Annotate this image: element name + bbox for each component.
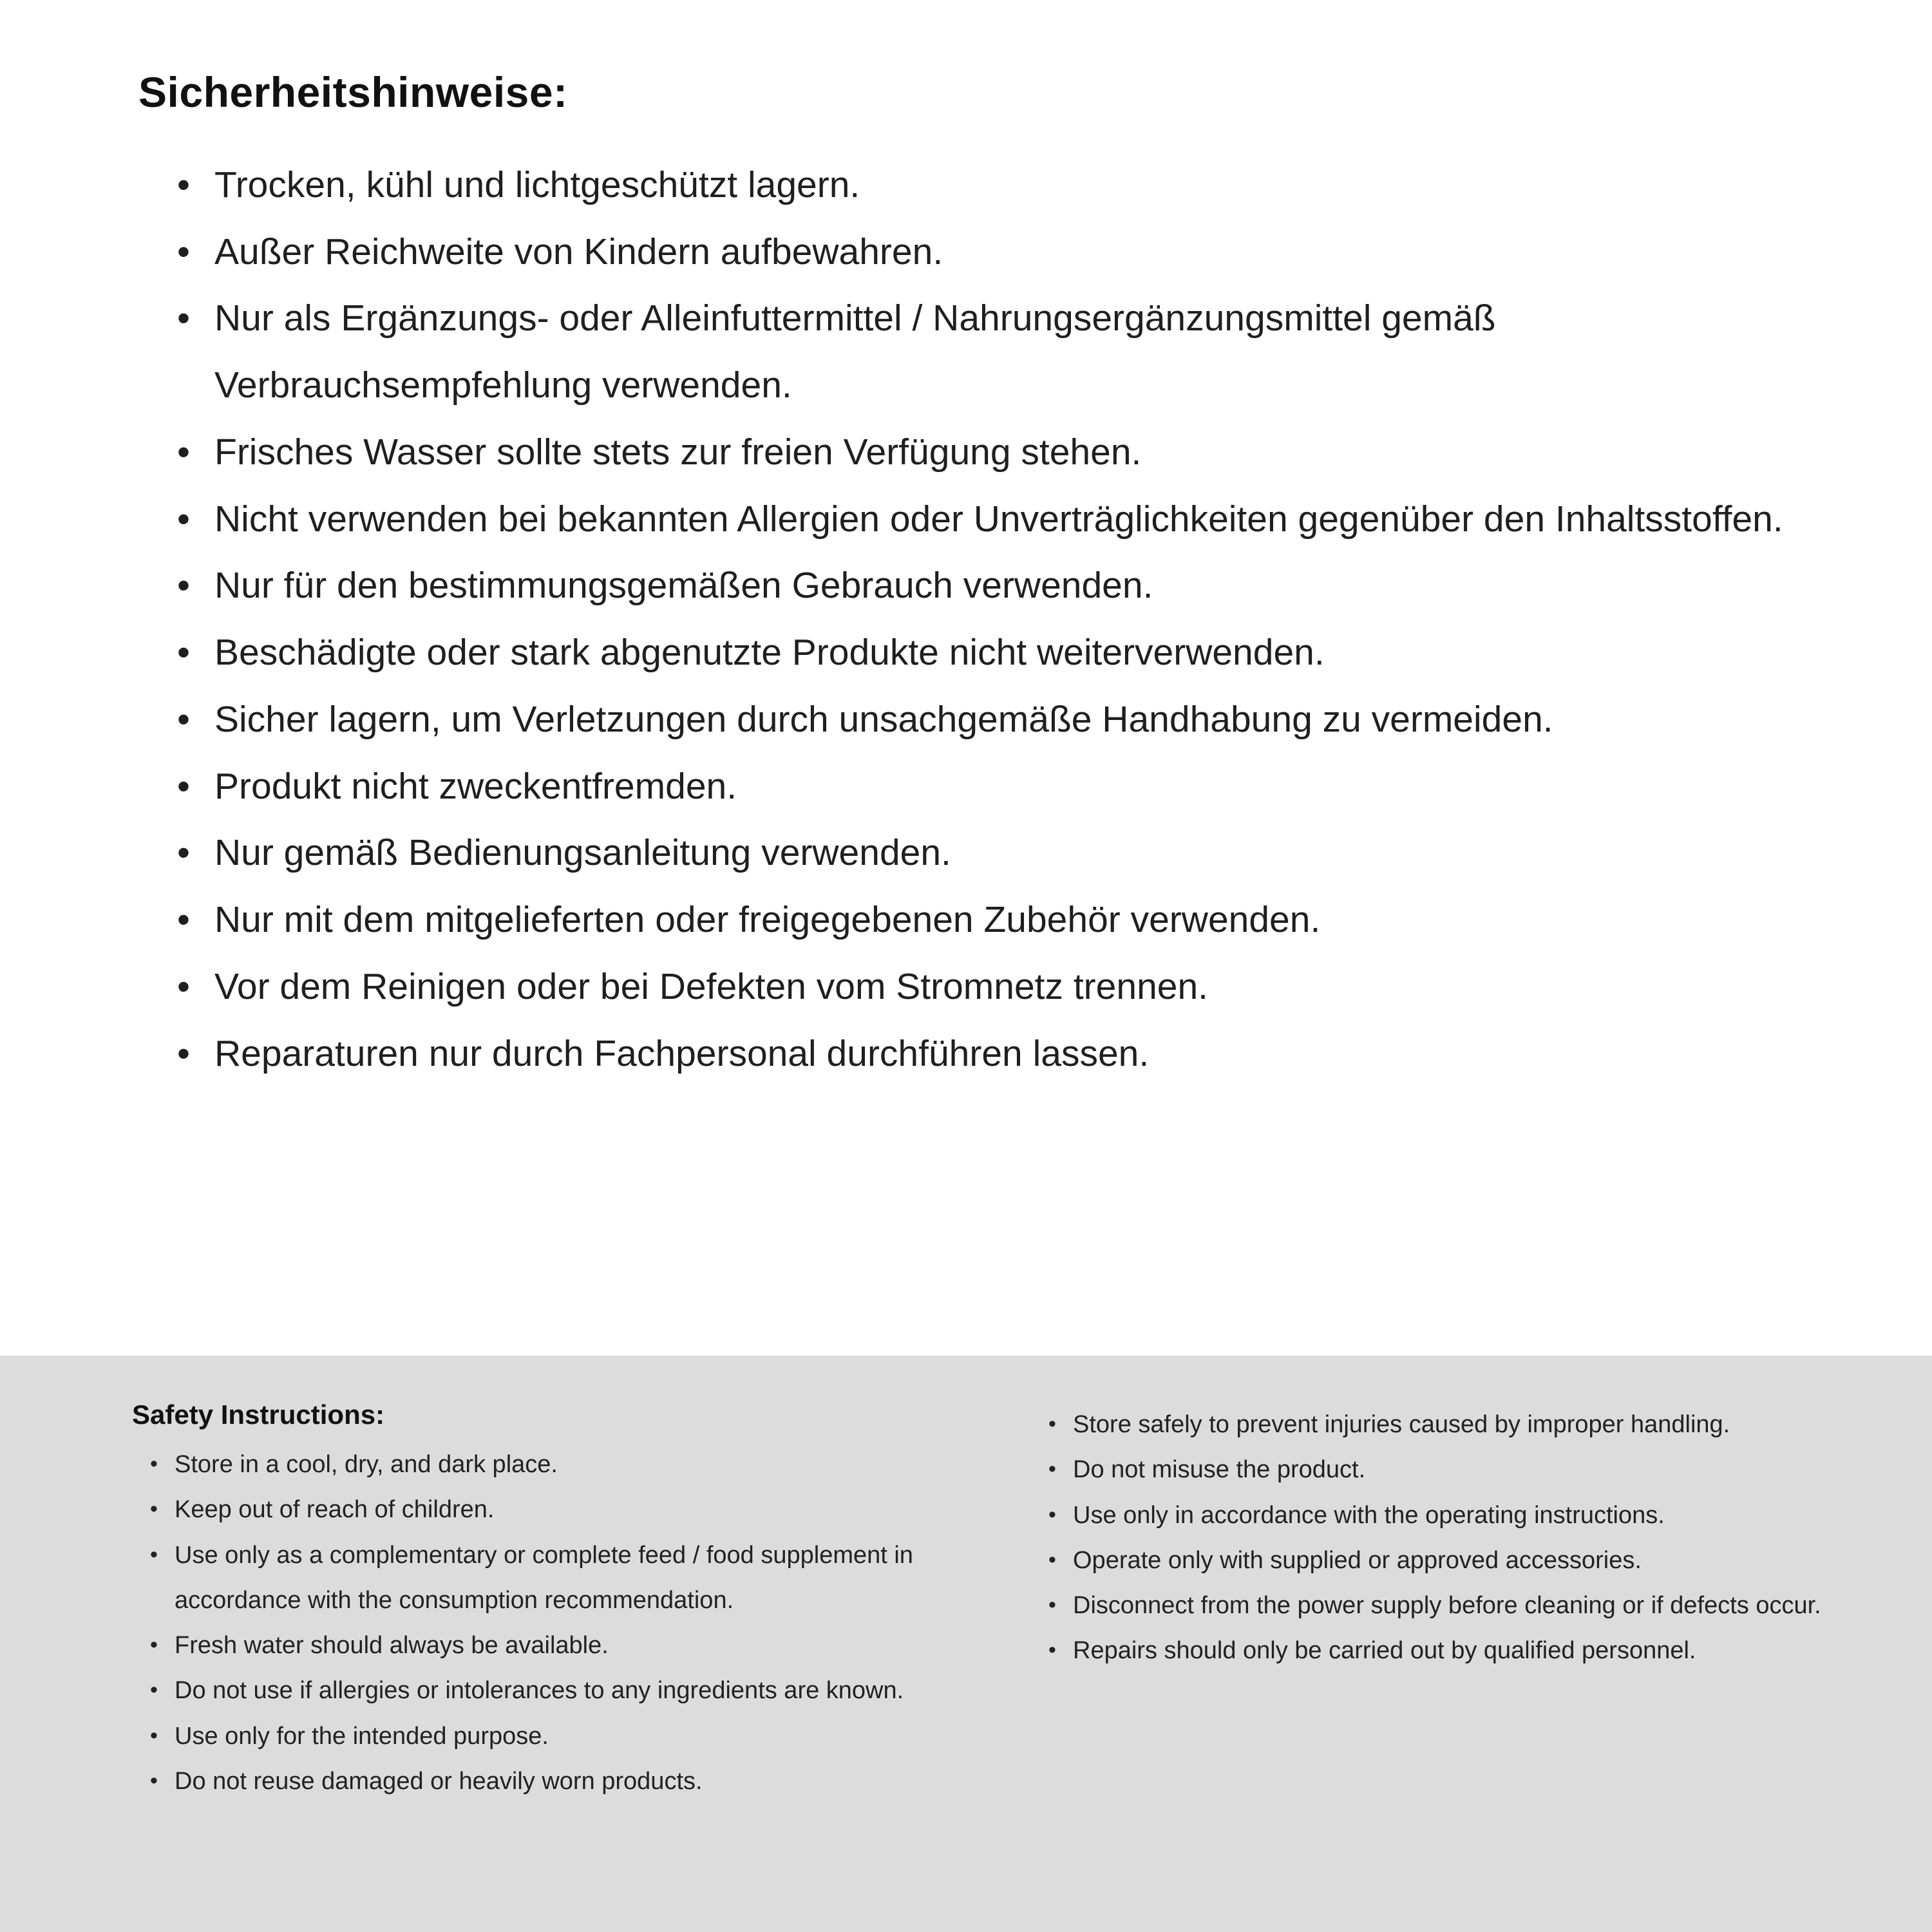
english-section-title: Safety Instructions:	[132, 1399, 385, 1430]
list-item: • Store safely to prevent injuries caused by improper handling.	[1043, 1402, 1848, 1447]
list-item: • Frisches Wasser sollte stets zur freien Verfügung stehen.	[177, 419, 1803, 486]
list-item: • Do not use if allergies or intolerances to any ingredients are known.	[145, 1668, 1014, 1713]
german-section-title: Sicherheitshinweise:	[138, 68, 568, 116]
list-item: • Vor dem Reinigen oder bei Defekten vom Stromnetz trennen.	[177, 954, 1803, 1021]
english-safety-section	[0, 1356, 1932, 1932]
list-item: • Nur für den bestimmungsgemäßen Gebrauch verwenden.	[177, 553, 1803, 620]
list-item: • Do not misuse the product.	[1043, 1447, 1848, 1492]
english-safety-list-right	[1043, 1402, 1848, 1674]
list-item: • Do not reuse damaged or heavily worn products.	[145, 1759, 1014, 1804]
english-right-column	[1014, 1399, 1848, 1932]
list-item: • Keep out of reach of children.	[145, 1487, 1014, 1532]
list-item: • Beschädigte oder stark abgenutzte Produkte nicht weiterverwenden.	[177, 620, 1803, 687]
list-item: • Produkt nicht zweckentfremden.	[177, 753, 1803, 820]
list-item: • Nicht verwenden bei bekannten Allergien oder Unverträglichkeiten gegenüber den Inhaltsstoffen.	[177, 486, 1803, 553]
list-item: • Außer Reichweite von Kindern aufbewahren.	[177, 219, 1803, 286]
list-item: • Disconnect from the power supply before cleaning or if defects occur.	[1043, 1583, 1848, 1628]
list-item: • Operate only with supplied or approved accessories.	[1043, 1538, 1848, 1583]
list-item: • Use only for the intended purpose.	[145, 1714, 1014, 1759]
list-item: • Nur mit dem mitgelieferten oder freigegebenen Zubehör verwenden.	[177, 887, 1803, 954]
list-item: • Use only as a complementary or complete feed / food supplement in accordance with the consumption recommendation.	[145, 1533, 1014, 1624]
list-item: • Store in a cool, dry, and dark place.	[145, 1442, 1014, 1487]
list-item: • Sicher lagern, um Verletzungen durch unsachgemäße Handhabung zu vermeiden.	[177, 687, 1803, 753]
list-item: • Nur als Ergänzungs- oder Alleinfuttermittel / Nahrungsergänzungsmittel gemäß Verbrauchsempfehlung verwenden.	[177, 285, 1803, 419]
list-item: • Trocken, kühl und lichtgeschützt lagern.	[177, 152, 1803, 219]
list-item: • Reparaturen nur durch Fachpersonal durchführen lassen.	[177, 1021, 1803, 1088]
list-item: • Repairs should only be carried out by qualified personnel.	[1043, 1628, 1848, 1673]
list-item: • Use only in accordance with the operating instructions.	[1043, 1493, 1848, 1538]
german-safety-list	[177, 152, 1803, 1087]
list-item: • Nur gemäß Bedienungsanleitung verwenden.	[177, 820, 1803, 887]
english-left-column	[132, 1399, 1014, 1932]
english-safety-list-left	[145, 1442, 1014, 1804]
list-item: • Fresh water should always be available.	[145, 1623, 1014, 1668]
